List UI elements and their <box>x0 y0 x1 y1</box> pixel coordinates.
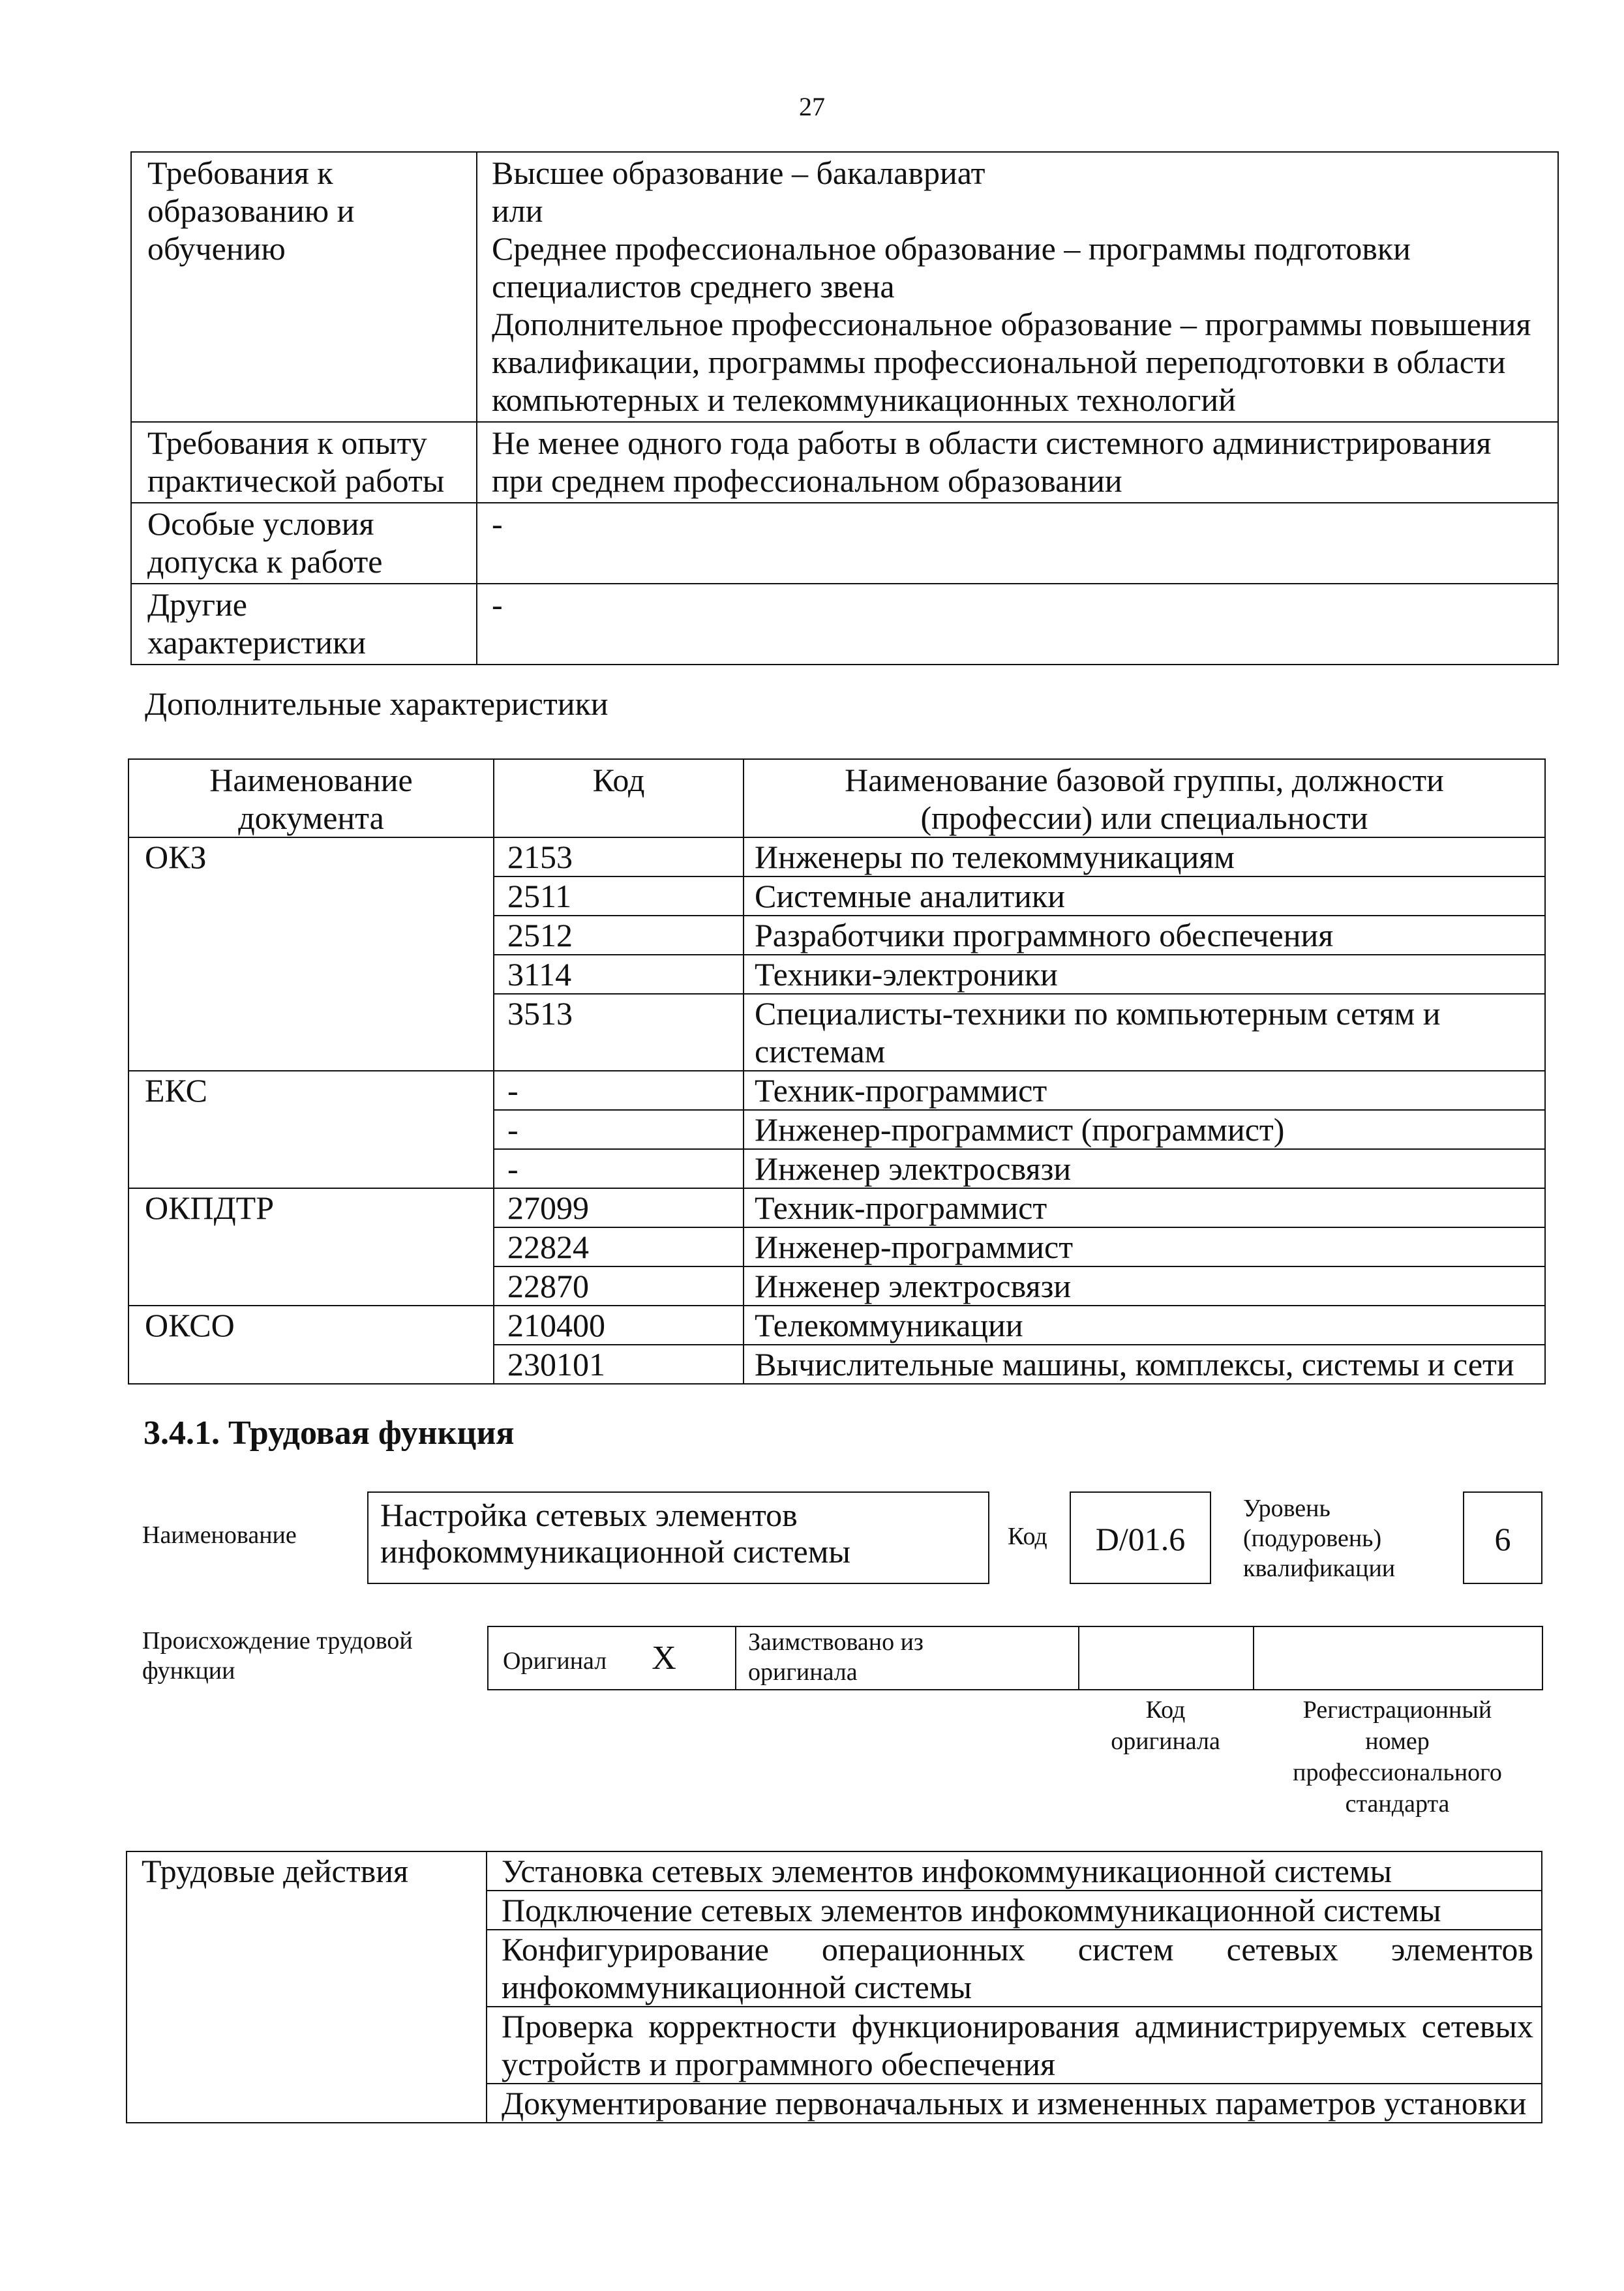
requirement-label: характеристики <box>147 624 367 661</box>
function-origin-label: Происхождение трудовой функции <box>142 1627 413 1685</box>
document-name: ОКПДТР <box>145 1190 275 1226</box>
group-name-cell <box>744 1227 1545 1266</box>
requirement-value-cell <box>477 503 1558 584</box>
requirement-value-cell <box>477 422 1558 503</box>
function-name-box: Настройка сетевых элементов инфокоммуникационной системы <box>367 1491 989 1584</box>
document-cell <box>128 1071 494 1188</box>
function-name-label: Наименование <box>142 1521 297 1549</box>
header-group-name: Наименование базовой группы, должности <box>845 762 1444 798</box>
requirements-row <box>131 584 1558 665</box>
code-value: 2153 <box>507 839 573 875</box>
group-name: Инженер электросвязи <box>755 1150 1072 1187</box>
header-group-name-cell <box>744 759 1545 837</box>
code-cell <box>494 876 744 916</box>
header-code-cell <box>494 759 744 837</box>
group-name-cell <box>744 1110 1545 1149</box>
code-value: - <box>507 1150 519 1187</box>
group-name-cell <box>744 1071 1545 1110</box>
code-value: 2511 <box>507 878 572 914</box>
origin-row <box>488 1626 1542 1690</box>
group-name: Инженер-программист <box>755 1229 1074 1265</box>
requirement-value: или <box>492 192 543 229</box>
requirement-value: компьютерных и телекоммуникационных технологий <box>492 382 1236 418</box>
labor-action-text: устройств и программного обеспечения <box>502 2046 1056 2082</box>
additional-characteristics-table <box>128 758 1546 1385</box>
code-cell <box>494 1188 744 1227</box>
requirement-label: обучению <box>147 230 286 267</box>
requirement-label: Требования к опыту <box>147 425 427 461</box>
function-code-box: D/01.6 <box>1070 1491 1211 1584</box>
code-value: 3114 <box>507 956 572 993</box>
code-cell <box>494 1306 744 1345</box>
document-cell <box>128 1188 494 1306</box>
code-cell <box>494 994 744 1071</box>
group-name-cell <box>744 916 1545 955</box>
origin-borrowed-cell: Заимствовано из оригинала <box>736 1626 1079 1690</box>
labor-action-text: Документирование первоначальных и измененных параметров установки <box>502 2085 1527 2121</box>
code-value: - <box>507 1072 519 1109</box>
function-origin-table <box>487 1626 1543 1690</box>
original-mark: X <box>652 1640 676 1677</box>
table-row <box>128 1071 1545 1110</box>
code-cell <box>494 1110 744 1149</box>
labor-action-text: Конфигурирование операционных систем сетевых элементов <box>502 1931 1533 1968</box>
requirement-value: - <box>492 586 503 623</box>
group-name-cell <box>744 955 1545 994</box>
origin-original-cell: Оригинал X <box>488 1626 736 1690</box>
requirement-label-cell <box>131 152 477 422</box>
origin-code-cell <box>1079 1626 1254 1690</box>
requirements-row <box>131 152 1558 422</box>
requirements-row <box>131 422 1558 503</box>
code-cell <box>494 1345 744 1384</box>
header-group-name: (профессии) или специальности <box>920 800 1368 836</box>
requirement-value: - <box>492 505 503 542</box>
document-name: ОКЗ <box>145 839 207 875</box>
code-cell <box>494 1227 744 1266</box>
labor-action-text: Подключение сетевых элементов инфокоммуникационной системы <box>502 1892 1441 1928</box>
requirement-label: Требования к <box>147 155 333 191</box>
requirement-value: Не менее одного года работы в области системного администрирования <box>492 425 1492 461</box>
labor-actions-label-cell <box>127 1851 487 2123</box>
requirements-table <box>130 151 1559 665</box>
original-code-caption: Код оригинала <box>1111 1696 1220 1755</box>
document-cell <box>128 837 494 1071</box>
code-value: 22870 <box>507 1268 589 1304</box>
labor-action-text: инфокоммуникационной системы <box>502 1969 972 2005</box>
section-title: 3.4.1. Трудовая функция <box>143 1415 515 1452</box>
labor-action-cell <box>487 1891 1542 1930</box>
labor-actions-table-body <box>127 1851 1542 2123</box>
table-row <box>128 1306 1545 1345</box>
code-value: 3513 <box>507 995 573 1032</box>
code-value: 210400 <box>507 1307 605 1343</box>
requirement-label: образованию и <box>147 192 355 229</box>
labor-action-cell <box>487 2007 1542 2084</box>
registration-number-caption: Регистрационный номер профессионального стандарта <box>1293 1696 1502 1818</box>
code-cell <box>494 916 744 955</box>
qualification-level-label: Уровень (подуровень) квалификации <box>1243 1495 1396 1582</box>
labor-action-cell <box>487 2084 1542 2123</box>
group-name: Техник-программист <box>755 1190 1047 1226</box>
group-name: Телекоммуникации <box>755 1307 1023 1343</box>
code-cell <box>494 837 744 876</box>
group-name: Специалисты-техники по компьютерным сетям и <box>755 995 1441 1032</box>
requirement-value-cell <box>477 584 1558 665</box>
requirement-label-cell <box>131 584 477 665</box>
requirements-row <box>131 503 1558 584</box>
group-name: Вычислительные машины, комплексы, системы и сети <box>755 1346 1514 1383</box>
code-value: 22824 <box>507 1229 589 1265</box>
group-name: Разработчики программного обеспечения <box>755 917 1334 953</box>
group-name-cell <box>744 837 1545 876</box>
group-name-cell <box>744 876 1545 916</box>
labor-action-row <box>127 1851 1542 1891</box>
requirement-label: допуска к работе <box>147 543 383 580</box>
group-name: Инженер электросвязи <box>755 1268 1072 1304</box>
code-cell <box>494 1149 744 1188</box>
requirement-value: Дополнительное профессиональное образование – программы повышения <box>492 306 1531 342</box>
group-name: Техники-электроники <box>755 956 1058 993</box>
group-name: Техник-программист <box>755 1072 1047 1109</box>
additional-characteristics-table-body <box>128 759 1545 1384</box>
table-row <box>128 1188 1545 1227</box>
header-code: Код <box>592 762 645 798</box>
group-name: Инженеры по телекоммуникациям <box>755 839 1235 875</box>
requirement-value: специалистов среднего звена <box>492 268 895 305</box>
header-document-name-cell <box>128 759 494 837</box>
code-value: - <box>507 1111 519 1148</box>
group-name-cell <box>744 1149 1545 1188</box>
group-name-cell <box>744 1266 1545 1306</box>
code-cell <box>494 1071 744 1110</box>
requirement-value: при среднем профессиональном образовании <box>492 462 1122 499</box>
document-cell <box>128 1306 494 1384</box>
group-name: системам <box>755 1033 886 1070</box>
page-number: 27 <box>799 92 825 121</box>
document-name: ОКСО <box>145 1307 235 1343</box>
labor-actions-table <box>126 1851 1542 2123</box>
origin-reg-number-cell <box>1254 1626 1542 1690</box>
group-name-cell <box>744 1306 1545 1345</box>
requirement-value-cell <box>477 152 1558 422</box>
header-document-name: документа <box>238 800 384 836</box>
group-name: Системные аналитики <box>755 878 1065 914</box>
requirement-value: квалификации, программы профессиональной переподготовки в области <box>492 344 1506 380</box>
group-name-cell <box>744 1188 1545 1227</box>
qualification-level-box: 6 <box>1463 1491 1542 1584</box>
requirement-label: Другие <box>147 586 247 623</box>
labor-action-text: Установка сетевых элементов инфокоммуникационной системы <box>502 1853 1392 1889</box>
labor-action-cell <box>487 1930 1542 2007</box>
function-code-label: Код <box>1008 1523 1047 1550</box>
requirement-label-cell <box>131 503 477 584</box>
group-name: Инженер-программист (программист) <box>755 1111 1285 1148</box>
code-cell <box>494 1266 744 1306</box>
requirement-value: Высшее образование – бакалавриат <box>492 155 985 191</box>
code-value: 230101 <box>507 1346 605 1383</box>
code-value: 2512 <box>507 917 573 953</box>
requirements-table-body <box>131 152 1558 665</box>
requirement-label: практической работы <box>147 462 445 499</box>
table-row <box>128 837 1545 876</box>
requirement-label-cell <box>131 422 477 503</box>
additional-table-header-row <box>128 759 1545 837</box>
requirement-label: Особые условия <box>147 505 374 542</box>
code-value: 27099 <box>507 1190 589 1226</box>
group-name-cell <box>744 994 1545 1071</box>
header-document-name: Наименование <box>209 762 413 798</box>
document-name: ЕКС <box>145 1072 207 1109</box>
labor-action-cell <box>487 1851 1542 1891</box>
code-cell <box>494 955 744 994</box>
additional-characteristics-heading: Дополнительные характеристики <box>145 685 609 722</box>
requirement-value: Среднее профессиональное образование – программы подготовки <box>492 230 1411 267</box>
labor-actions-label: Трудовые действия <box>142 1853 408 1889</box>
group-name-cell <box>744 1345 1545 1384</box>
labor-action-text: Проверка корректности функционирования администрируемых сетевых <box>502 2008 1533 2044</box>
